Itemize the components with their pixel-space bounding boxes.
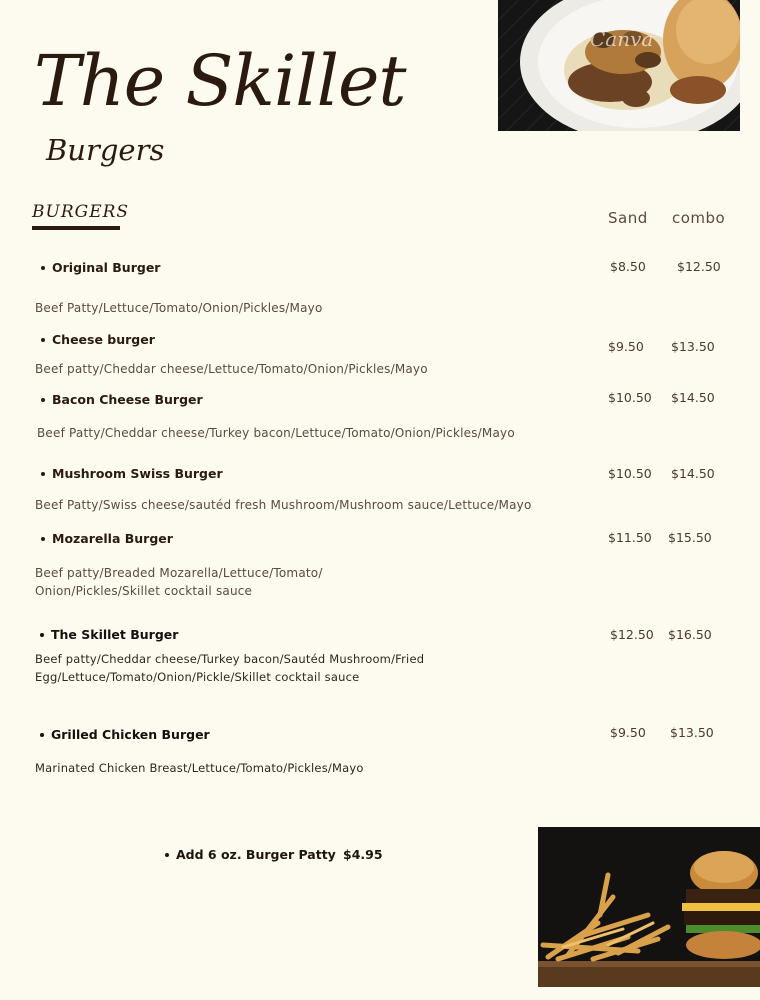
price-combo: $15.50 (668, 530, 712, 545)
item-name: Bacon Cheese Burger (52, 392, 203, 407)
item-description: Beef Patty/Swiss cheese/sautéd fresh Mushroom/Mushroom sauce/Lettuce/Mayo (35, 498, 532, 512)
price-combo: $13.50 (671, 339, 715, 354)
description-line: Onion/Pickles/Skillet cocktail sauce (35, 584, 253, 598)
menu-item-bacon-cheese-burger (41, 392, 203, 407)
item-description: Beef Patty/Cheddar cheese/Turkey bacon/Lettuce/Tomato/Onion/Pickles/Mayo (37, 426, 515, 440)
price-sand: $10.50 (608, 390, 652, 405)
canva-watermark: Canva (590, 27, 654, 51)
item-name: Cheese burger (52, 332, 155, 347)
menu-item-grilled-chicken-burger (40, 727, 210, 742)
bullet-icon (40, 733, 44, 737)
item-name: Grilled Chicken Burger (51, 727, 210, 742)
menu-item-original-burger (41, 260, 160, 275)
burger-fries-photo (538, 827, 760, 987)
price-sand: $11.50 (608, 530, 652, 545)
price-sand: $8.50 (610, 259, 646, 274)
bullet-icon (165, 853, 169, 857)
item-description: Beef patty/Cheddar cheese/Lettuce/Tomato/Onion/Pickles/Mayo (35, 362, 428, 376)
menu-item-cheese-burger (41, 332, 155, 347)
description-line: Egg/Lettuce/Tomato/Onion/Pickle/Skillet cocktail sauce (35, 670, 360, 684)
item-description: Marinated Chicken Breast/Lettuce/Tomato/Pickles/Mayo (35, 761, 364, 775)
menu-item-mozarella-burger (41, 531, 173, 546)
description-line: Beef patty/Breaded Mozarella/Lettuce/Tomato/ (35, 566, 323, 580)
bullet-icon (40, 633, 44, 637)
item-name: Original Burger (52, 260, 161, 275)
price-combo: $14.50 (671, 390, 715, 405)
column-header-sand: Sand (608, 209, 648, 227)
item-name: Mushroom Swiss Burger (52, 466, 223, 481)
item-description: Beef Patty/Lettuce/Tomato/Onion/Pickles/Mayo (35, 301, 323, 315)
menu-item-mushroom-swiss-burger (41, 466, 223, 481)
price-combo: $16.50 (668, 627, 712, 642)
price-sand: $10.50 (608, 466, 652, 481)
addon-price: $4.95 (343, 847, 383, 862)
price-sand: $9.50 (608, 339, 644, 354)
addon-label: Add 6 oz. Burger Patty (176, 847, 336, 862)
addon-item (165, 847, 336, 862)
menu-item-the-skillet-burger (40, 627, 178, 642)
item-description (35, 650, 424, 686)
bullet-icon (41, 266, 45, 270)
section-underline (32, 226, 120, 230)
burger-plate-photo (498, 0, 740, 131)
bullet-icon (41, 338, 45, 342)
price-sand: $9.50 (610, 725, 646, 740)
bullet-icon (41, 398, 45, 402)
price-combo: $13.50 (670, 725, 714, 740)
section-label: BURGERS (32, 202, 130, 222)
item-description (35, 564, 323, 600)
description-line: Beef patty/Cheddar cheese/Turkey bacon/Sautéd Mushroom/Fried (35, 652, 425, 666)
price-combo: $12.50 (677, 259, 721, 274)
page-title: The Skillet (34, 40, 406, 122)
price-sand: $12.50 (610, 627, 654, 642)
column-header-combo: combo (672, 209, 726, 227)
price-combo: $14.50 (671, 466, 715, 481)
item-name: The Skillet Burger (51, 627, 179, 642)
item-name: Mozarella Burger (52, 531, 173, 546)
bullet-icon (41, 537, 45, 541)
bullet-icon (41, 472, 45, 476)
page-subtitle: Burgers (46, 133, 165, 167)
